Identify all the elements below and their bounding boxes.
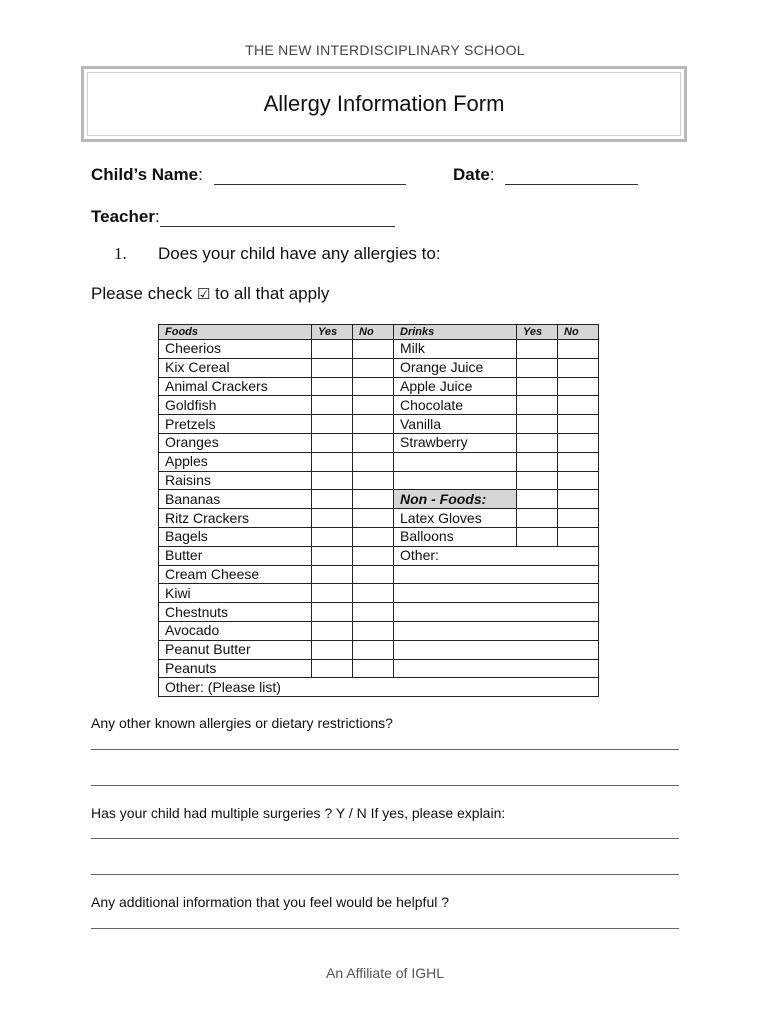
yes-cell[interactable] [312, 621, 353, 640]
food-item: Kix Cereal [159, 358, 312, 377]
table-row [159, 433, 599, 452]
other-line[interactable] [394, 565, 599, 584]
drink-item: Strawberry [394, 433, 517, 452]
food-item: Bagels [159, 527, 312, 546]
food-item: Peanuts [159, 659, 312, 678]
teacher-row [91, 207, 395, 227]
table-row [159, 415, 599, 434]
no-cell[interactable] [353, 565, 394, 584]
table-row [159, 471, 599, 490]
table-row [159, 527, 599, 546]
yes-header: Yes [517, 325, 558, 340]
table-row [159, 396, 599, 415]
yes-cell[interactable] [517, 471, 558, 490]
foods-header: Foods [159, 325, 312, 340]
no-header: No [353, 325, 394, 340]
other-line[interactable] [394, 603, 599, 622]
answer-line[interactable] [91, 838, 679, 839]
yes-cell[interactable] [312, 565, 353, 584]
food-item: Butter [159, 546, 312, 565]
other-allergies-question: Any other known allergies or dietary restrictions? [91, 715, 393, 731]
yes-cell[interactable] [312, 471, 353, 490]
yes-cell[interactable] [312, 377, 353, 396]
no-cell[interactable] [558, 433, 599, 452]
colon: : [154, 207, 160, 226]
question-1 [114, 244, 441, 264]
table-row [159, 621, 599, 640]
table-row [159, 659, 599, 678]
instruction-text-2: to all that apply [210, 284, 330, 303]
additional-info-question: Any additional information that you feel would be helpful ? [91, 894, 450, 910]
table-row [159, 452, 599, 471]
no-cell[interactable] [558, 527, 599, 546]
instruction-text: Please check [91, 284, 197, 303]
food-item: Kiwi [159, 584, 312, 603]
yes-cell[interactable] [312, 358, 353, 377]
yes-cell[interactable] [312, 640, 353, 659]
yes-cell[interactable] [517, 358, 558, 377]
no-header: No [558, 325, 599, 340]
table-row [159, 509, 599, 528]
no-cell[interactable] [353, 509, 394, 528]
no-cell[interactable] [353, 377, 394, 396]
yes-cell[interactable] [517, 340, 558, 359]
yes-cell[interactable] [517, 527, 558, 546]
other-nonfood-label[interactable]: Other: [394, 546, 599, 565]
footer-affiliate: An Affiliate of IGHL [325, 965, 445, 981]
other-line[interactable] [394, 621, 599, 640]
no-cell[interactable] [353, 358, 394, 377]
school-name: THE NEW INTERDISCIPLINARY SCHOOL [245, 42, 525, 58]
no-cell[interactable] [353, 659, 394, 678]
no-cell[interactable] [353, 340, 394, 359]
table-row [159, 358, 599, 377]
no-cell[interactable] [353, 584, 394, 603]
empty-cell [394, 471, 517, 490]
yes-cell[interactable] [312, 452, 353, 471]
no-cell[interactable] [353, 546, 394, 565]
no-cell[interactable] [558, 490, 599, 509]
food-item: Oranges [159, 433, 312, 452]
yes-cell[interactable] [312, 509, 353, 528]
food-item: Apples [159, 452, 312, 471]
child-name-label: Child’s Name [91, 165, 199, 184]
no-cell[interactable] [353, 621, 394, 640]
yes-cell[interactable] [312, 340, 353, 359]
table-row [159, 377, 599, 396]
yes-cell[interactable] [517, 509, 558, 528]
yes-cell[interactable] [517, 490, 558, 509]
colon: : [489, 165, 495, 184]
yes-cell[interactable] [312, 490, 353, 509]
food-item: Cheerios [159, 340, 312, 359]
yes-cell[interactable] [517, 396, 558, 415]
other-food-label[interactable]: Other: (Please list) [159, 678, 599, 697]
non-food-item: Latex Gloves [394, 509, 517, 528]
yes-cell[interactable] [517, 415, 558, 434]
yes-cell[interactable] [312, 659, 353, 678]
no-cell[interactable] [353, 527, 394, 546]
no-cell[interactable] [353, 452, 394, 471]
answer-line[interactable] [91, 928, 679, 929]
non-food-item: Balloons [394, 527, 517, 546]
no-cell[interactable] [353, 640, 394, 659]
table-row [159, 678, 599, 697]
yes-cell[interactable] [312, 415, 353, 434]
drink-item: Chocolate [394, 396, 517, 415]
teacher-label: Teacher [91, 207, 155, 226]
no-cell[interactable] [558, 415, 599, 434]
no-cell[interactable] [558, 340, 599, 359]
allergy-table [158, 324, 599, 697]
food-item: Cream Cheese [159, 565, 312, 584]
yes-cell[interactable] [312, 527, 353, 546]
yes-cell[interactable] [517, 377, 558, 396]
empty-cell [394, 452, 517, 471]
yes-cell[interactable] [312, 603, 353, 622]
food-item: Animal Crackers [159, 377, 312, 396]
no-cell[interactable] [353, 490, 394, 509]
no-cell[interactable] [558, 377, 599, 396]
title-box [81, 66, 687, 142]
table-header-row [159, 325, 599, 340]
non-foods-header: Non - Foods: [394, 490, 517, 509]
child-name-field[interactable] [214, 183, 406, 185]
drinks-header: Drinks [394, 325, 517, 340]
food-item: Chestnuts [159, 603, 312, 622]
food-item: Pretzels [159, 415, 312, 434]
answer-line[interactable] [91, 749, 679, 750]
food-item: Peanut Butter [159, 640, 312, 659]
yes-header: Yes [312, 325, 353, 340]
no-cell[interactable] [353, 433, 394, 452]
drink-item: Milk [394, 340, 517, 359]
food-item: Ritz Crackers [159, 509, 312, 528]
table-row [159, 546, 599, 565]
table-row [159, 490, 599, 509]
date-row [453, 165, 638, 185]
yes-cell[interactable] [312, 584, 353, 603]
no-cell[interactable] [558, 452, 599, 471]
yes-cell[interactable] [517, 452, 558, 471]
colon: : [198, 165, 203, 184]
table-row [159, 584, 599, 603]
drink-item: Orange Juice [394, 358, 517, 377]
other-line[interactable] [394, 640, 599, 659]
no-cell[interactable] [353, 415, 394, 434]
drink-item: Apple Juice [394, 377, 517, 396]
no-cell[interactable] [353, 471, 394, 490]
date-label: Date [453, 165, 490, 184]
yes-cell[interactable] [517, 433, 558, 452]
surgeries-question: Has your child had multiple surgeries ? Y / N If yes, please explain: [91, 805, 506, 821]
table-row [159, 640, 599, 659]
no-cell[interactable] [558, 396, 599, 415]
answer-line[interactable] [91, 874, 679, 875]
other-line[interactable] [394, 584, 599, 603]
no-cell[interactable] [353, 396, 394, 415]
answer-line[interactable] [91, 785, 679, 786]
food-item: Raisins [159, 471, 312, 490]
form-title: Allergy Information Form [87, 72, 681, 136]
no-cell[interactable] [558, 358, 599, 377]
table-row [159, 603, 599, 622]
table-row [159, 565, 599, 584]
drink-item: Vanilla [394, 415, 517, 434]
question-number: 1. [114, 244, 127, 263]
teacher-field[interactable] [160, 225, 395, 227]
no-cell[interactable] [558, 471, 599, 490]
check-instruction [91, 284, 329, 304]
no-cell[interactable] [558, 509, 599, 528]
question-1-text: Does your child have any allergies to: [158, 244, 441, 263]
checkbox-icon: ☑ [196, 285, 211, 303]
yes-cell[interactable] [312, 433, 353, 452]
date-field[interactable] [505, 183, 638, 185]
food-item: Goldfish [159, 396, 312, 415]
food-item: Avocado [159, 621, 312, 640]
yes-cell[interactable] [312, 546, 353, 565]
child-name-row [91, 165, 406, 185]
no-cell[interactable] [353, 603, 394, 622]
food-item: Bananas [159, 490, 312, 509]
yes-cell[interactable] [312, 396, 353, 415]
table-row [159, 340, 599, 359]
other-line[interactable] [394, 659, 599, 678]
